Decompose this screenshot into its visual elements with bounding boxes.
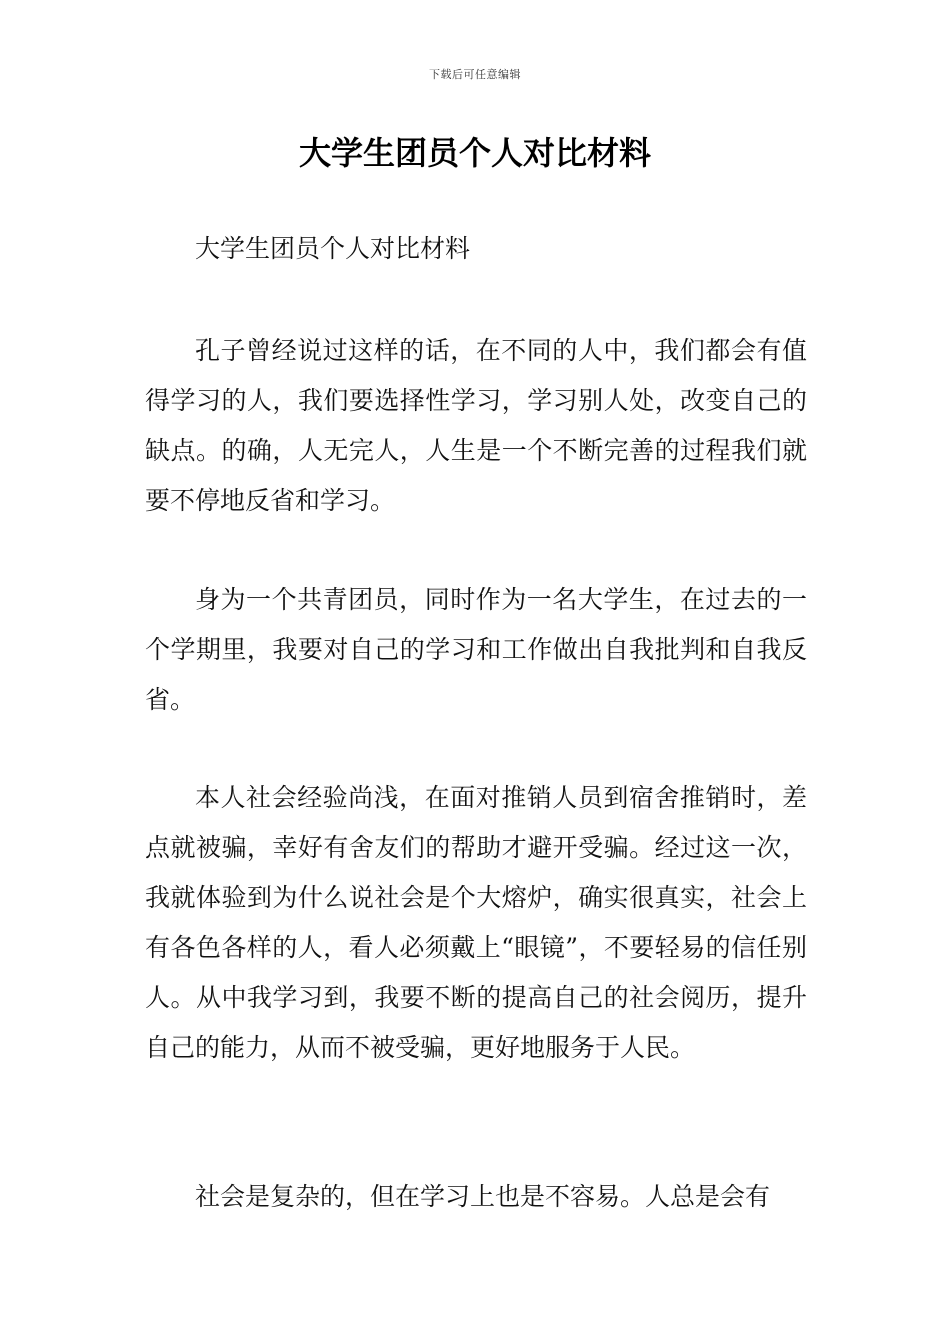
- paragraph: 本人社会经验尚浅，在面对推销人员到宿舍推销时，差点就被骗，幸好有舍友们的帮助才避开受骗。经过这一次，我就体验到为什么说社会是个大熔炉，确实很真实，社会上有各色各样的人，看人必须戴上“眼镜”，不要轻易的信任别人。从中我学习到，我要不断的提高自己的社会阅历，提升自己的能力，从而不被受骗，更好地服务于人民。: [145, 783, 807, 1062]
- header-note: 下载后可任意编辑: [429, 68, 521, 81]
- paragraph: 孔子曾经说过这样的话，在不同的人中，我们都会有值得学习的人，我们要选择性学习，学习别人处，改变自己的缺点。的确，人无完人，人生是一个不断完善的过程我们就要不停地反省和学习。: [145, 336, 807, 515]
- paragraph: 社会是复杂的，但在学习上也是不容易。人总是会有: [195, 1182, 771, 1211]
- paragraph-subtitle: 大学生团员个人对比材料: [195, 234, 471, 263]
- paragraph: 身为一个共青团员，同时作为一名大学生，在过去的一个学期里，我要对自己的学习和工作做出自我批判和自我反省。: [145, 585, 807, 714]
- document-title: 大学生团员个人对比材料: [298, 134, 651, 172]
